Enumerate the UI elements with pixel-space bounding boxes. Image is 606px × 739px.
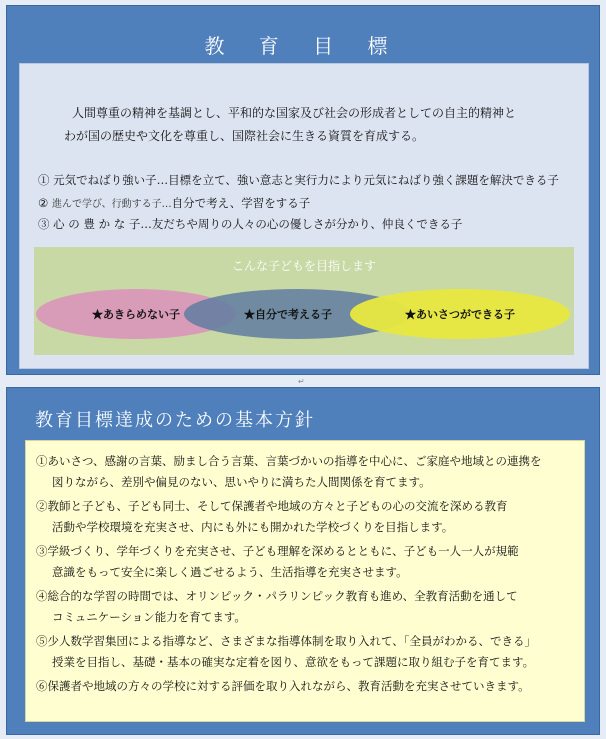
policy-5-line-2: 授業を目指し、基礎・基本の確実な定着を図り、意欲をもって課題に取り組む子を育てます。: [52, 655, 535, 669]
policy-content-box: [25, 440, 585, 722]
policy-2-line-1: ②教師と子ども、子ども同士、そして保護者や地域の方々と子どもの心の交流を深める教育: [36, 499, 508, 513]
policy-4-line-2: コミュニケーション能力を育てます。: [52, 610, 246, 624]
policy-5-line-1: ⑤少人数学習集団による指導など、さまざまな指導体制を取り入れて、「全員がわかる、できる」: [36, 634, 537, 648]
goal-number: ①: [38, 173, 50, 187]
child-ideals-venn: [34, 247, 574, 355]
goal-number: ②: [38, 196, 49, 210]
venn-title: こんな子どもを目指します: [231, 259, 376, 273]
goal-text: 元気でねばり強い子…目標を立て、強い意志と実行力により元気にねばり強く課題を解決できる子: [53, 173, 559, 187]
goals-intro-line-2: わが国の歴史や文化を尊重し、国際社会に生きる資質を育成する。: [64, 129, 425, 143]
goal-text: 心 の 豊 か な 子…友だちや周りの人々の心の優しさが分かり、仲良くできる子: [53, 217, 463, 231]
educational-goals-panel: [6, 5, 600, 375]
policy-1-line-1: ①あいさつ、感謝の言葉、励まし合う言葉、言葉づかいの指導を中心に、ご家庭や地域との連携を: [36, 454, 542, 468]
goals-title: 教 育 目 標: [204, 34, 402, 58]
venn-label-2: ★自分で考える子: [244, 308, 332, 321]
venn-label-3: ★あいさつができる子: [405, 308, 515, 321]
paragraph-mark: ↵: [298, 377, 305, 386]
venn-label-1: ★あきらめない子: [92, 308, 180, 321]
policy-1-line-2: 図りながら、差別や偏見のない、思いやりに満ちた人間関係を育てます。: [52, 475, 431, 489]
goal-item-3: [38, 216, 462, 232]
goal-item-2: [38, 195, 310, 211]
policy-title: 教育目標達成のための基本方針: [35, 410, 315, 431]
goal-number: ③: [38, 217, 50, 231]
goals-intro-line-1: 人間尊重の精神を基調とし、平和的な国家及び社会の形成者としての自主的精神と: [72, 106, 517, 120]
goals-content-box: [19, 63, 589, 369]
policy-2-line-2: 活動や学校環境を充実させ、内にも外にも開かれた学校づくりを目指します。: [52, 520, 454, 534]
policy-6-line-1: ⑥保護者や地域の方々の学校に対する評価を取り入れながら、教育活動を充実させていきます。: [36, 679, 530, 693]
policy-3-line-1: ③学級づくり、学年づくりを充実させ、子ども理解を深めるとともに、子ども一人一人が規範: [36, 544, 519, 558]
goal-item-1: [38, 172, 559, 188]
policy-4-line-1: ④総合的な学習の時間では、オリンピック・パラリンピック教育も進め、全教育活動を通して: [36, 589, 518, 603]
basic-policy-panel: [6, 387, 600, 735]
goal-lead: 進んで学び、行動する子…: [51, 199, 172, 210]
goal-text: 自分で考え、学習をする子: [171, 196, 311, 210]
policy-3-line-2: 意識をもって安全に楽しく過ごせるよう、生活指導を充実させます。: [52, 565, 408, 579]
